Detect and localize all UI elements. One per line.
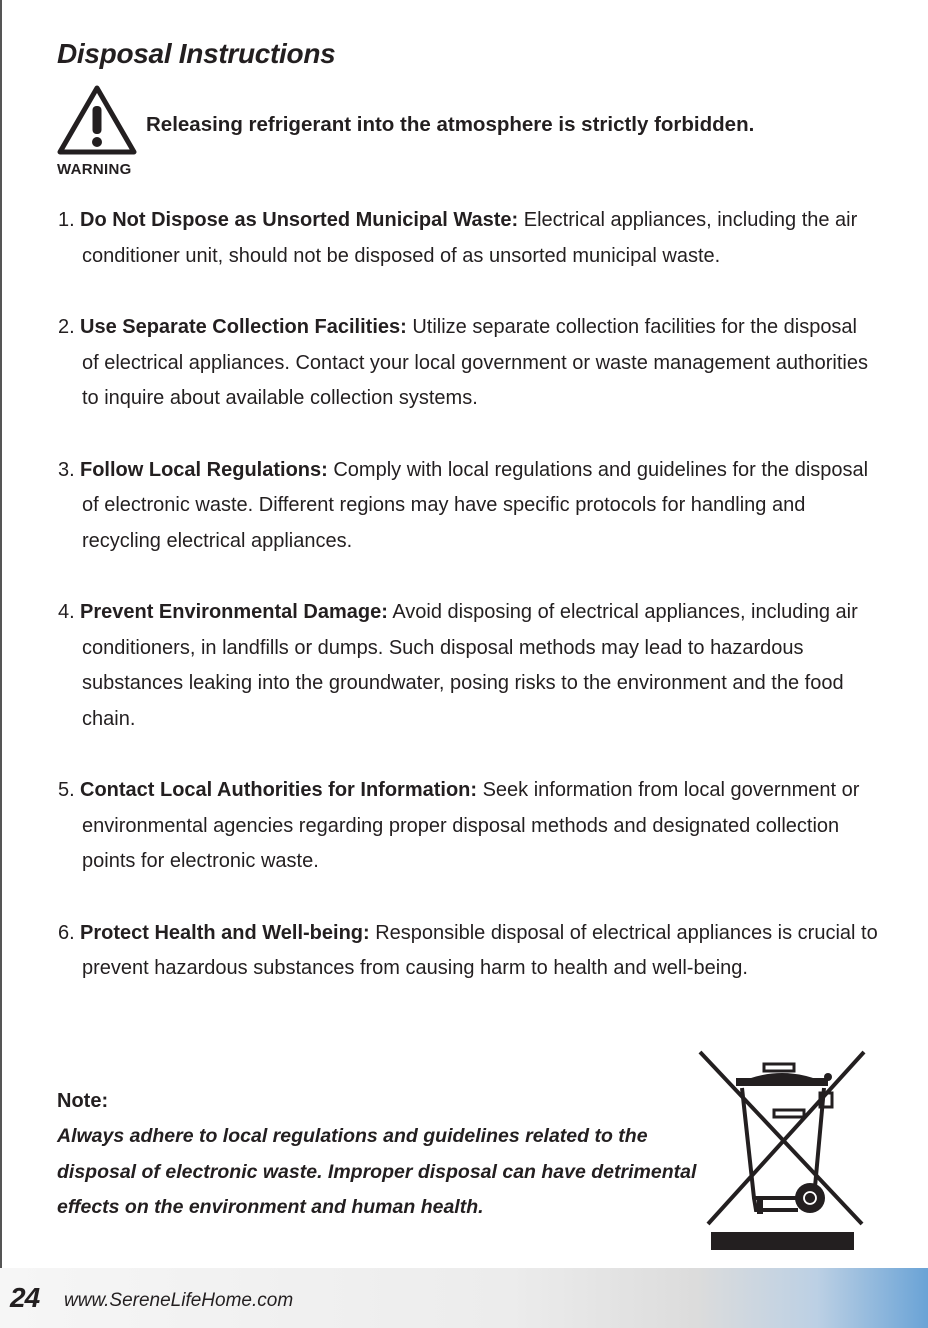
list-item <box>58 453 878 560</box>
list-item <box>58 916 878 987</box>
item-text: Responsible disposal of electrical appliances is crucial to prevent hazardous substances from causing harm to health and well-being. <box>82 921 878 979</box>
crossed-out-wheelie-bin-icon <box>696 1048 868 1254</box>
item-number: 2. <box>58 316 75 338</box>
item-number: 1. <box>58 209 75 231</box>
page-footer <box>0 1268 928 1328</box>
warning-label: WARNING <box>57 161 132 178</box>
warning-block <box>56 84 876 184</box>
note-block <box>57 1084 697 1226</box>
item-heading: Use Separate Collection Facilities: <box>80 316 407 338</box>
page-title: Disposal Instructions <box>57 38 336 69</box>
note-label: Note: <box>57 1090 109 1112</box>
item-number: 5. <box>58 779 75 801</box>
list-item <box>58 310 878 417</box>
item-text: Avoid disposing of electrical appliances, including air conditioners, in landfills or dumps. Such disposal methods may lead to hazardous substances leaking into the groundwater, posing risks to the environment and the food chain. <box>82 601 858 730</box>
item-number: 6. <box>58 921 75 944</box>
note-text: Always adhere to local regulations and guidelines related to the disposal of electronic waste. Improper disposal can have detrimental effects on the environment and human health. <box>57 1125 697 1218</box>
item-heading: Protect Health and Well-being: <box>80 921 370 944</box>
warning-triangle-icon <box>56 84 138 156</box>
list-item <box>58 595 878 737</box>
item-text: Seek information from local government or environmental agencies regarding proper disposal methods and designated collection points for electronic waste. <box>82 779 860 872</box>
instruction-list <box>58 203 878 1023</box>
page-number: 24 <box>10 1282 40 1313</box>
warning-text: Releasing refrigerant into the atmosphere is strictly forbidden. <box>146 113 755 136</box>
item-text: Comply with local regulations and guidelines for the disposal of electronic waste. Different regions may have specific protocols for handling and recycling electrical appliances. <box>82 458 869 552</box>
page-border <box>0 0 2 1328</box>
list-item <box>58 773 878 880</box>
list-item <box>58 203 878 274</box>
item-number: 3. <box>58 458 75 481</box>
item-number: 4. <box>58 601 75 623</box>
item-text: Electrical appliances, including the air conditioner unit, should not be disposed of as unsorted municipal waste. <box>82 209 858 267</box>
item-heading: Do Not Dispose as Unsorted Municipal Waste: <box>80 209 519 231</box>
website-url: www.SereneLifeHome.com <box>64 1290 294 1311</box>
item-heading: Prevent Environmental Damage: <box>80 601 388 623</box>
item-text: Utilize separate collection facilities for the disposal of electrical appliances. Contact your local government or waste management authorities to inquire about available collection systems. <box>82 316 868 409</box>
item-heading: Contact Local Authorities for Information: <box>80 779 478 801</box>
item-heading: Follow Local Regulations: <box>80 458 328 481</box>
